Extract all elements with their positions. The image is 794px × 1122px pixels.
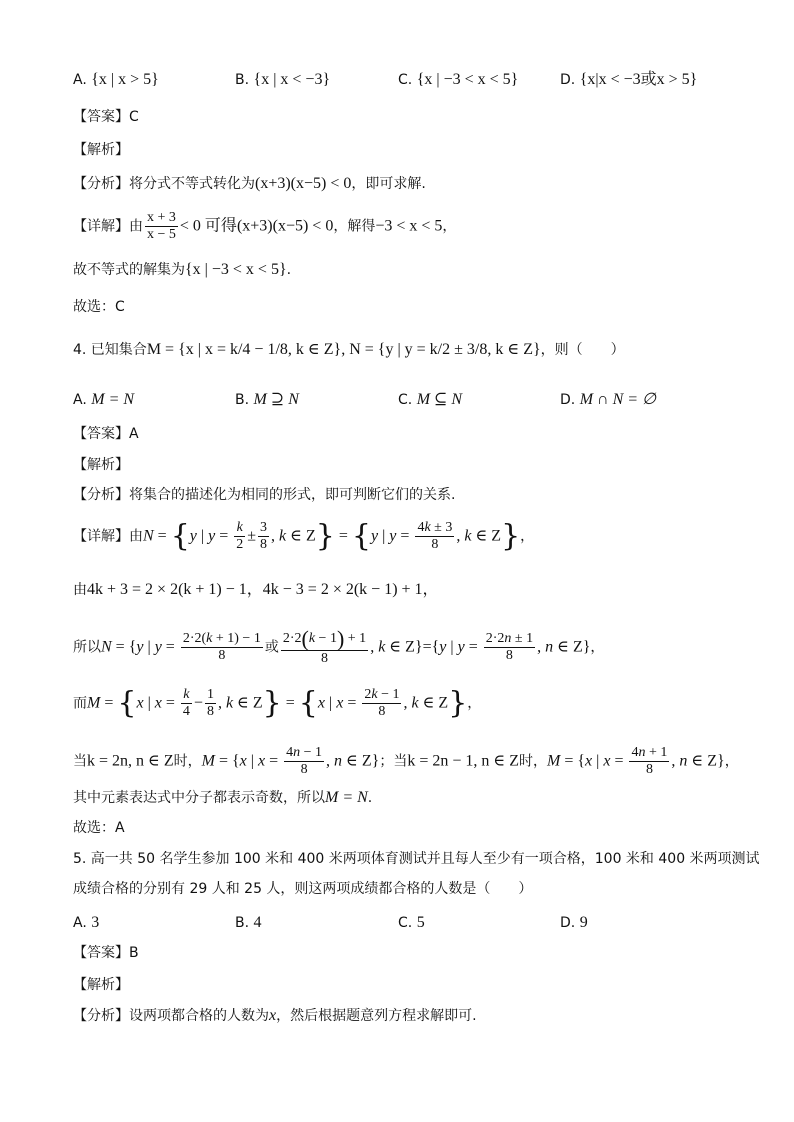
q4-option-a [73, 392, 134, 408]
q4-detail-line4: 而M = {x | x = $\frac{k}{4}$ − $\frac{1}{8}$ , k ∈ Z} = {x | x = $\frac{2k - 1}{8}$ , k ∈ Z}， [73, 685, 482, 721]
option-expr: {x | x > 5} [91, 71, 159, 88]
q5-option-b [235, 915, 262, 931]
q3-option-b [235, 72, 330, 88]
q4-detail-line3: 所以N = {y | y = $\frac{2\cdot 2(k + 1) - 1}{8}$ 或 $\frac{2\cdot 2(k - 1) + 1}{8}$ , k ∈ Z}={y | y = $\frac{2\cdot 2n \pm 1}{8}$ , n ∈ Z}， [73, 626, 605, 666]
line2-prefix: 由 [73, 582, 87, 598]
line5-d: 时， [519, 753, 547, 770]
option-label: D. [560, 915, 580, 931]
q5-fenxi [73, 1008, 477, 1024]
option-expr: {x | −3 < x < 5} [416, 71, 519, 88]
line2-expr: 4k + 3 = 2 × 2(k + 1) − 1，4k − 3 = 2 × 2(k − 1) + 1， [87, 581, 439, 598]
line5-cond1: k = 2n, n ∈ Z [87, 752, 174, 770]
q3-detail [73, 210, 456, 243]
line4-prefix: 而 [73, 695, 87, 712]
q5-option-c [398, 915, 425, 931]
q5-jiexi: 【解析】 [73, 977, 129, 993]
option-expr: M = N [91, 391, 135, 408]
q5-option-d [560, 915, 588, 931]
q4-stem: 4. 已知集合M = {x | x = k/4 − 1/8, k ∈ Z}, N = {y | y = k/2 ± 3/8, k ∈ Z}，则（ ） [73, 341, 625, 358]
detail-mid2: ，解得 [333, 218, 376, 235]
q4-stem-prefix: 4. 已知集合 [73, 342, 147, 358]
q3-option-a [73, 72, 159, 88]
q3-option-d [560, 72, 697, 88]
fenxi-prefix: 【分析】设两项都合格的人数为 [73, 1008, 269, 1024]
option-label: C. [398, 392, 417, 408]
fraction-numerator: x + 3 [147, 210, 176, 225]
line5-cond2: k = 2n − 1, n ∈ Z [407, 752, 519, 770]
fenxi-var: x [269, 1007, 277, 1024]
option-expr: 4 [253, 914, 262, 931]
option-expr: M ∩ N = ∅ [579, 391, 656, 408]
option-label: A. [73, 72, 92, 88]
option-label: C. [398, 915, 417, 931]
option-label: B. [235, 392, 254, 408]
solset-end: . [286, 262, 292, 278]
detail-end: ， [442, 218, 457, 235]
fenxi-suffix: ，即可求解. [351, 176, 426, 192]
fenxi-suffix: ，然后根据题意列方程求解即可. [276, 1008, 477, 1024]
option-label: C. [398, 72, 417, 88]
detail-expr: (x+3)(x−5) < 0 [236, 217, 334, 235]
q3-jiexi: 【解析】 [73, 142, 129, 158]
q4-detail-line5: 当k = 2n, n ∈ Z时，M = {x | x = $\frac{4n - 1}{8}$ , n ∈ Z}；当k = 2n − 1, n ∈ Z时，M = {x | x = $\frac{4n + 1}{8}$ , n ∈ Z}， [73, 745, 739, 777]
q3-answer: 【答案】C [73, 109, 139, 125]
q4-detail-line1: 【详解】由N = {y | y = $\frac{k}{2}$ ± $\frac{3}{8}$ , k ∈ Z} = {y | y = $\frac{4k \pm 3}{8}$ , k ∈ Z}， [73, 518, 535, 554]
line5-c: ；当 [379, 753, 408, 770]
option-label: A. [73, 915, 92, 931]
fenxi-expr: (x+3)(x−5) < 0 [255, 175, 352, 192]
fraction-denominator: x − 5 [147, 227, 176, 242]
solset-expr: {x | −3 < x < 5} [185, 261, 287, 278]
detail-fraction [145, 210, 178, 243]
q4-detail-line6 [73, 790, 372, 806]
detail-mid1: < 0 可得 [179, 217, 237, 235]
line5-b: 时， [173, 753, 202, 770]
option-expr: M ⊇ N [253, 391, 299, 408]
option-expr: {x | x < −3} [253, 71, 331, 88]
q4-option-c [398, 392, 462, 408]
option-expr: 9 [579, 914, 588, 931]
option-expr: M ⊆ N [416, 391, 463, 408]
q4-answer: 【答案】A [73, 426, 139, 442]
fenxi-prefix: 【分析】将分式不等式转化为 [73, 176, 255, 192]
option-label: D. [560, 72, 580, 88]
q3-option-c [398, 72, 518, 88]
q4-option-d [560, 392, 656, 408]
option-label: B. [235, 915, 254, 931]
option-expr: 5 [416, 914, 425, 931]
option-label: B. [235, 72, 254, 88]
line6-text: 其中元素表达式中分子都表示奇数，所以 [73, 790, 325, 806]
detail-prefix: 【详解】由 [73, 528, 143, 545]
q4-detail-line2 [73, 582, 439, 598]
line5-a: 当 [73, 753, 87, 770]
q3-solution-set [73, 262, 291, 278]
q5-stem-line1: 5. 高一共 50 名学生参加 100 米和 400 米两项体育测试并且每人至少有一项合格，100 米和 400 米两项测试 [73, 851, 760, 867]
q5-option-a [73, 915, 99, 931]
line3-prefix: 所以 [73, 639, 101, 656]
line6-end: . [367, 790, 373, 806]
q5-stem-line2: 成绩合格的分别有 29 人和 25 人，则这两项成绩都合格的人数是（ ） [73, 881, 533, 897]
detail-prefix: 【详解】由 [73, 218, 143, 235]
option-expr: {x|x < −3或x > 5} [579, 71, 698, 88]
option-label: D. [560, 392, 580, 408]
option-label: A. [73, 392, 92, 408]
q4-set-m: M = {x | x = k/4 − 1/8, k ∈ Z} [146, 341, 342, 358]
q4-set-n: N = {y | y = k/2 ± 3/8, k ∈ Z} [349, 341, 541, 358]
q4-stem-end: ，则（ ） [540, 342, 625, 358]
q4-fenxi: 【分析】将集合的描述化为相同的形式，即可判断它们的关系. [73, 487, 456, 503]
q3-choose: 故选：C [73, 299, 125, 315]
q5-answer: 【答案】B [73, 945, 139, 961]
q4-option-b [235, 392, 299, 408]
line6-expr: M = N [325, 789, 368, 806]
detail-result: −3 < x < 5 [375, 217, 443, 235]
solset-prefix: 故不等式的解集为 [73, 262, 185, 278]
q4-choose: 故选：A [73, 820, 125, 836]
q4-jiexi: 【解析】 [73, 457, 129, 473]
option-expr: 3 [91, 914, 100, 931]
q3-fenxi [73, 176, 426, 192]
line3-or: 或 [264, 639, 279, 656]
